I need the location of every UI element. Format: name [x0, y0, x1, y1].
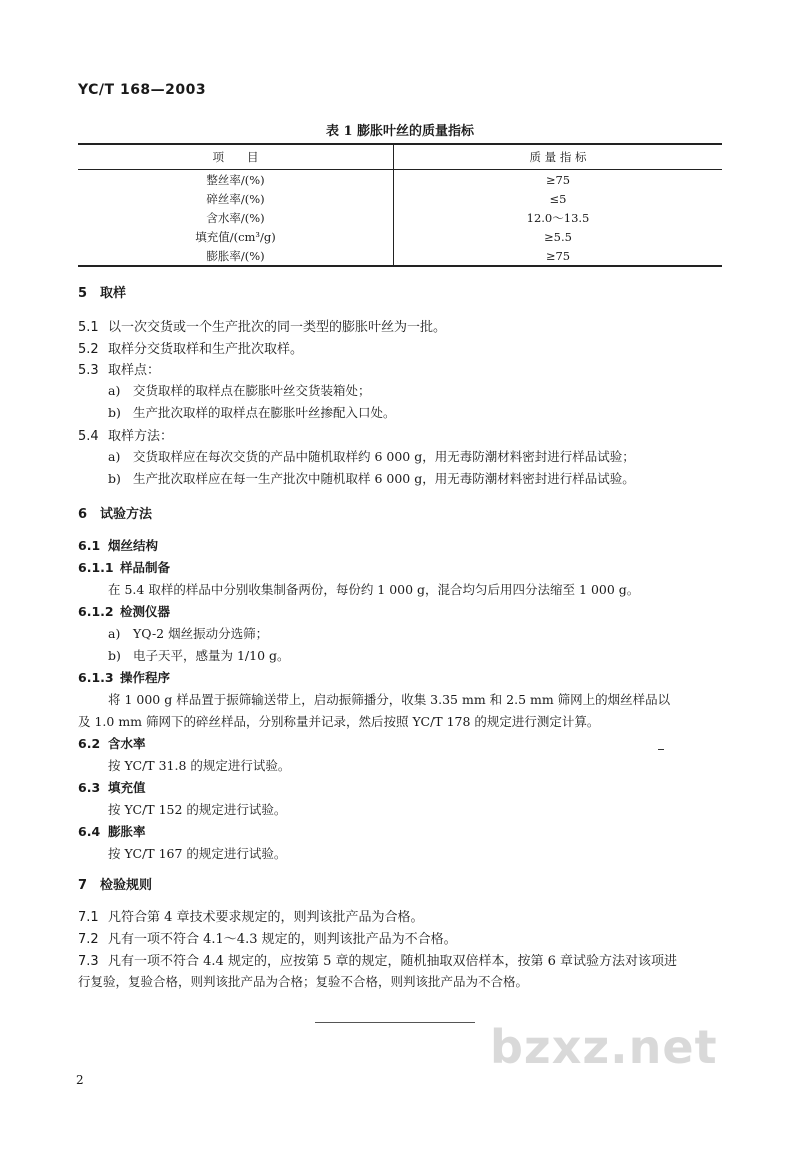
subsection-title: 检测仪器 — [120, 604, 171, 619]
end-of-text-rule — [315, 1022, 475, 1023]
clause-7-1 — [78, 906, 424, 925]
clause-number: 7.2 — [78, 932, 99, 947]
table-cell-value: 12.0～13.5 — [526, 210, 590, 225]
list-item — [108, 469, 635, 487]
clause-text: 取样点： — [108, 363, 161, 378]
table-cell-value: ≤5 — [549, 191, 567, 206]
clause-text: 凡符合第 4 章技术要求规定的，则判该批产品为合格。 — [108, 910, 424, 925]
clause-7-3 — [78, 950, 677, 969]
subsection-6-1 — [78, 536, 158, 554]
clause-5-3 — [78, 359, 160, 378]
table-cell-value: ≥5.5 — [544, 229, 572, 244]
table-title: 表 1 膨胀叶丝的质量指标 — [325, 124, 475, 139]
clause-text: 以一次交货或一个生产批次的同一类型的膨胀叶丝为一批。 — [108, 320, 447, 335]
subsection-6-3 — [78, 778, 146, 796]
table-row — [78, 189, 722, 208]
clause-7-2 — [78, 928, 457, 947]
table-cell-value: ≥75 — [545, 172, 571, 187]
list-item-text: 交货取样的取样点在膨胀叶丝交货装箱处； — [133, 383, 371, 398]
table-header-row — [78, 144, 722, 170]
subsection-6-1-1 — [78, 558, 170, 576]
table-cell-item: 填充值/(cm³/g) — [78, 227, 394, 246]
clause-text: 取样方法： — [108, 429, 174, 444]
paragraph: 按 YC/T 31.8 的规定进行试验。 — [108, 758, 291, 773]
list-marker: b) — [108, 648, 121, 663]
clause-number: 5.2 — [78, 342, 99, 357]
clause-number: 6.1.3 — [78, 670, 114, 685]
subsection-title: 含水率 — [108, 736, 146, 751]
list-marker: a) — [108, 626, 121, 641]
section-6-heading — [78, 503, 152, 522]
clause-number: 7.3 — [78, 954, 99, 969]
paragraph: 按 YC/T 167 的规定进行试验。 — [108, 846, 287, 861]
clause-number: 6.3 — [78, 780, 101, 795]
column-header-item: 项 目 — [78, 144, 394, 170]
table-row — [78, 208, 722, 227]
list-item-text: 电子天平，感量为 1/10 g。 — [133, 648, 290, 663]
quality-spec-table — [78, 143, 722, 267]
list-item-text: 生产批次取样应在每一生产批次中随机取样 6 000 g，用无毒防潮材料密封进行样品试验。 — [133, 471, 635, 486]
section-7-heading — [78, 874, 152, 893]
section-number: 6 — [78, 507, 88, 522]
table-cell-item: 膨胀率/(%) — [78, 246, 394, 266]
subsection-title: 操作程序 — [120, 670, 171, 685]
list-marker: b) — [108, 405, 121, 420]
subsection-6-1-2 — [78, 602, 170, 620]
clause-text: 凡有一项不符合 4.1～4.3 规定的，则判该批产品为不合格。 — [108, 932, 457, 947]
list-item-text: 交货取样应在每次交货的产品中随机取样约 6 000 g，用无毒防潮材料密封进行样品试验； — [133, 449, 635, 464]
clause-number: 5.1 — [78, 320, 99, 335]
list-item — [108, 403, 396, 421]
list-item — [108, 381, 371, 399]
clause-text: 取样分交货取样和生产批次取样。 — [108, 342, 304, 357]
table-cell-item: 整丝率/(%) — [78, 170, 394, 190]
subsection-6-2 — [78, 734, 146, 752]
column-header-value: 质 量 指 标 — [394, 144, 723, 170]
section-title: 取样 — [100, 286, 127, 301]
clause-number: 6.4 — [78, 824, 101, 839]
subsection-title: 样品制备 — [120, 560, 171, 575]
watermark: bzxz.net — [490, 1020, 718, 1074]
clause-number: 6.1 — [78, 538, 101, 553]
list-item-text: 生产批次取样的取样点在膨胀叶丝掺配入口处。 — [133, 405, 396, 420]
section-title: 检验规则 — [100, 878, 153, 893]
clause-number: 6.2 — [78, 736, 101, 751]
clause-number: 6.1.1 — [78, 560, 114, 575]
clause-number: 7.1 — [78, 910, 99, 925]
page-number: 2 — [76, 1073, 84, 1087]
list-item — [108, 646, 290, 664]
table-cell-item: 含水率/(%) — [78, 208, 394, 227]
table-row — [78, 246, 722, 266]
clause-number: 5.3 — [78, 363, 99, 378]
section-5-heading — [78, 282, 126, 301]
list-marker: a) — [108, 383, 121, 398]
paragraph-line: 将 1 000 g 样品置于振筛输送带上，启动振筛播分，收集 3.35 mm 和 2.5 mm 筛网上的烟丝样品以 — [108, 692, 671, 707]
subsection-title: 膨胀率 — [108, 824, 146, 839]
list-marker: b) — [108, 471, 121, 486]
list-item — [108, 447, 635, 465]
standard-code-header: YC/T 168—2003 — [78, 82, 207, 98]
clause-5-4 — [78, 425, 173, 444]
subsection-title: 填充值 — [108, 780, 146, 795]
subsection-6-4 — [78, 822, 146, 840]
table-row — [78, 227, 722, 246]
clause-text: 凡有一项不符合 4.4 规定的，应按第 5 章的规定，随机抽取双倍样本，按第 6 章试验方法对该项进 — [108, 954, 678, 969]
scan-mark — [658, 749, 664, 750]
paragraph-line: 及 1.0 mm 筛网下的碎丝样品，分别称量并记录，然后按照 YC/T 178 的规定进行测定计算。 — [78, 714, 600, 729]
subsection-6-1-3 — [78, 668, 170, 686]
table-cell-value: ≥75 — [545, 248, 571, 263]
section-number: 5 — [78, 286, 88, 301]
clause-5-1 — [78, 316, 446, 335]
list-marker: a) — [108, 449, 121, 464]
clause-number: 6.1.2 — [78, 604, 114, 619]
paragraph: 按 YC/T 152 的规定进行试验。 — [108, 802, 287, 817]
clause-number: 5.4 — [78, 429, 99, 444]
paragraph: 在 5.4 取样的样品中分别收集制备两份，每份约 1 000 g，混合均匀后用四分法缩至 1 000 g。 — [108, 582, 640, 597]
list-item — [108, 624, 268, 642]
paragraph-line: 行复验，复验合格，则判该批产品为合格；复验不合格，则判该批产品为不合格。 — [78, 974, 529, 989]
clause-5-2 — [78, 338, 303, 357]
list-item-text: YQ-2 烟丝振动分选筛； — [133, 626, 269, 641]
table-cell-item: 碎丝率/(%) — [78, 189, 394, 208]
section-number: 7 — [78, 878, 88, 893]
table-row — [78, 170, 722, 190]
subsection-title: 烟丝结构 — [108, 538, 159, 553]
section-title: 试验方法 — [100, 507, 153, 522]
